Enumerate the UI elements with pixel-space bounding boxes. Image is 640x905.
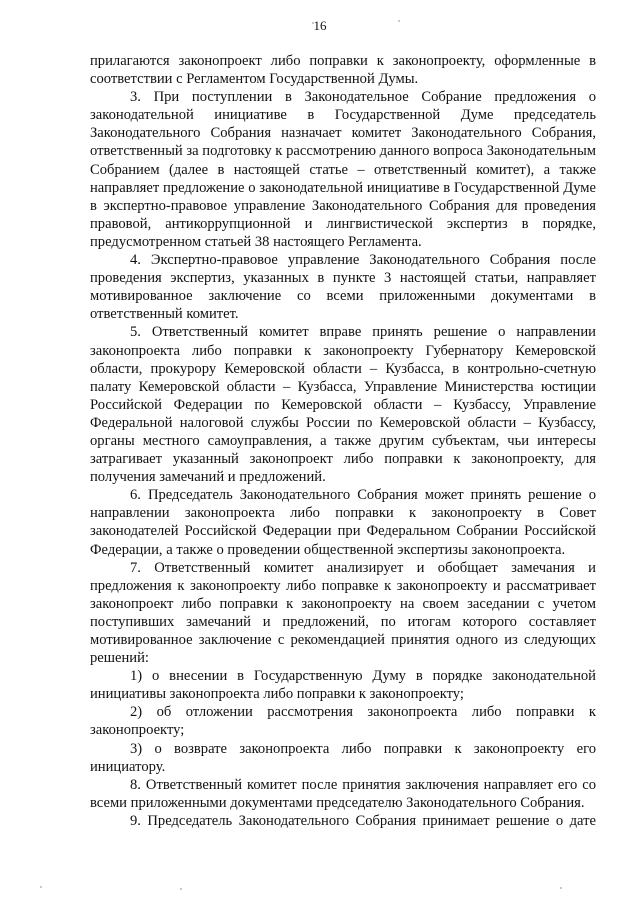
paragraph-7: 7. Ответственный комитет анализирует и обобщает замечания и предложения к законопроекту либо поправке к законопроекту и рассматривает законопроект либо поправки к законопроекту на своем заседании с учетом поступивших замечаний и предложений, по итогам которого составляет мотивированное заключение с рекомендацией принятия одного из следующих решений: <box>90 559 596 667</box>
list-item-2: 2) об отложении рассмотрения законопроекта либо поправки к законопроекту; <box>90 704 596 739</box>
scan-speck <box>40 886 42 888</box>
scan-speck <box>312 22 314 24</box>
document-body <box>90 52 596 830</box>
scan-speck <box>180 888 182 890</box>
paragraph-8: 8. Ответственный комитет после принятия заключения направляет его со всеми приложенными документами председателю Законодательного Собрания. <box>90 776 596 811</box>
paragraph-9: 9. Председатель Законодательного Собрания принимает решение о дате <box>130 812 596 829</box>
paragraph-4: 4. Экспертно-правовое управление Законодательного Собрания после проведения экспертиз, указанных в пункте 3 настоящей статьи, направляет мотивированное заключение со всеми приложенными документами в ответственный комитет. <box>90 252 596 323</box>
paragraph-5: 5. Ответственный комитет вправе принять решение о направлении законопроекта либо поправки к законопроекту Губернатору Кемеровской области, прокурору Кемеровской области – Кузбасса, в контрольно-счетную палату Кемеровской области – Кузбасса, Управление Министерства юстиции Российской Федерации по Кемеровской области – Кузбассу, Управление Федеральной налоговой службы России по Кемеровской области – Кузбассу, органы местного самоуправления, а также другим субъектам, чьи интересы затрагивает указанный законопроект либо поправки к законопроекту, для получения замечаний и предложений. <box>90 324 596 486</box>
scan-speck <box>398 20 400 22</box>
paragraph-3: 3. При поступлении в Законодательное Собрание предложения о законодательной инициативе в Государственной Думе председатель Законодательного Собрания назначает комитет Законодательного Собрания, ответственный за подготовку к рассмотрению данного вопроса Законодательным Собранием (далее в настоящей статье – ответственный комитет), а также направляет предложение о законодательной инициативе в Государственной Думе в экспертно-правовое управление Законодательного Собрания для проведения правовой, антикоррупционной и лингвистической экспертиз в порядке, предусмотренном статьей 38 настоящего Регламента. <box>90 89 596 250</box>
paragraph-6: 6. Председатель Законодательного Собрания может принять решение о направлении законопроекта либо поправки к законопроекту в Совет законодателей Российской Федерации при Федеральном Собрании Российской Федерации, а также о проведении общественной экспертизы законопроекта. <box>90 487 596 558</box>
list-item-3: 3) о возврате законопроекта либо поправки к законопроекту его инициатору. <box>90 740 596 775</box>
page-number: 16 <box>313 18 327 33</box>
list-item-1: 1) о внесении в Государственную Думу в порядке законодательной инициативы законопроекта либо поправки к законопроекту; <box>90 668 596 703</box>
paragraph-continuation: прилагаются законопроект либо поправки к законопроекту, оформленные в соответствии с Регламентом Государственной Думы. <box>90 53 596 88</box>
scan-speck <box>560 887 562 889</box>
